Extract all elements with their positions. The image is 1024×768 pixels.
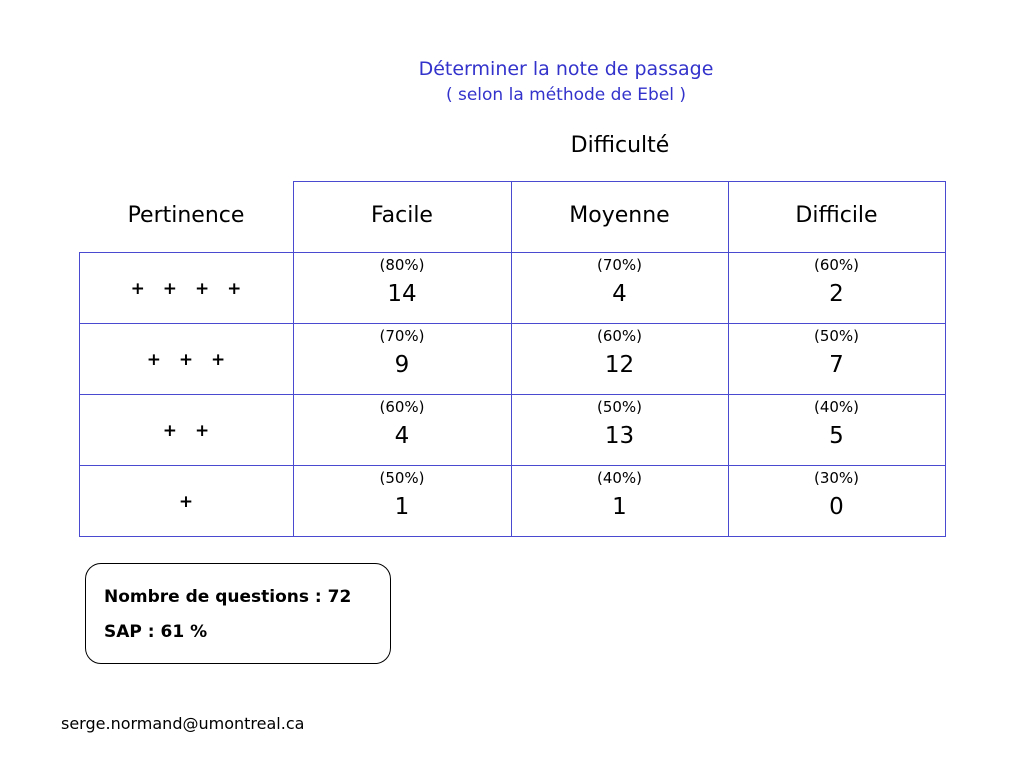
cell-percent: (70%) bbox=[596, 256, 643, 274]
cell-count: 5 bbox=[829, 423, 844, 449]
cell-percent: (40%) bbox=[813, 398, 860, 416]
cell-count: 13 bbox=[604, 423, 635, 449]
pertinence-level: + + + bbox=[146, 350, 226, 370]
cell-count: 1 bbox=[394, 494, 410, 520]
cell-count: 12 bbox=[604, 352, 635, 378]
cell-percent: (30%) bbox=[813, 469, 860, 487]
column-header-difficile: Difficile bbox=[795, 203, 878, 228]
cell-percent: (50%) bbox=[813, 327, 860, 345]
author-email: serge.normand@umontreal.ca bbox=[61, 714, 305, 733]
pertinence-level: + + bbox=[162, 421, 210, 441]
cell-count: 4 bbox=[612, 281, 627, 307]
sap-value: SAP : 61 % bbox=[104, 622, 208, 642]
cell-percent: (60%) bbox=[596, 327, 643, 345]
grid-line bbox=[293, 181, 946, 182]
grid-line bbox=[79, 252, 946, 253]
grid-line bbox=[945, 181, 946, 537]
grid-line bbox=[79, 465, 946, 466]
cell-count: 2 bbox=[829, 281, 844, 307]
cell-count: 4 bbox=[394, 423, 410, 449]
grid-line bbox=[79, 394, 946, 395]
cell-percent: (50%) bbox=[596, 398, 643, 416]
cell-count: 1 bbox=[612, 494, 627, 520]
grid-line bbox=[79, 536, 946, 537]
page-subtitle: ( selon la méthode de Ebel ) bbox=[445, 85, 687, 105]
difficulty-label: Difficulté bbox=[570, 133, 670, 158]
cell-percent: (70%) bbox=[379, 327, 425, 345]
page-title: Déterminer la note de passage bbox=[418, 58, 714, 80]
question-count: Nombre de questions : 72 bbox=[104, 587, 352, 607]
cell-percent: (60%) bbox=[379, 398, 425, 416]
cell-count: 0 bbox=[829, 494, 844, 520]
cell-count: 7 bbox=[829, 352, 844, 378]
summary-box bbox=[85, 563, 391, 664]
cell-percent: (60%) bbox=[813, 256, 860, 274]
cell-percent: (80%) bbox=[379, 256, 425, 274]
cell-percent: (50%) bbox=[379, 469, 425, 487]
column-header-moyenne: Moyenne bbox=[569, 203, 670, 228]
cell-count: 9 bbox=[394, 352, 410, 378]
cell-count: 14 bbox=[387, 281, 417, 307]
pertinence-level: + bbox=[178, 492, 194, 512]
row-header-pertinence: Pertinence bbox=[127, 203, 245, 228]
column-header-facile: Facile bbox=[371, 203, 433, 228]
cell-percent: (40%) bbox=[596, 469, 643, 487]
pertinence-level: + + + + bbox=[130, 279, 242, 299]
grid-line bbox=[79, 323, 946, 324]
